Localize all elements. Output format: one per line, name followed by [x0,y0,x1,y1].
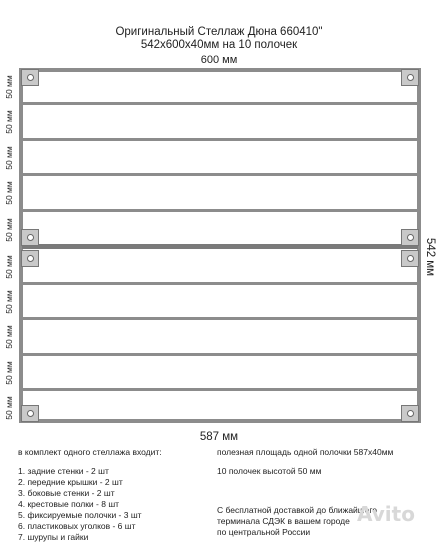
delivery-line: по центральной России [217,527,311,537]
avito-watermark: Avito [357,502,415,526]
corner-bracket [401,229,419,246]
row-height-label: 50 мм [4,110,14,134]
row-height-label: 50 мм [4,361,14,385]
shelf-line [22,353,418,356]
spec-height: 10 полочек высотой 50 мм [217,466,322,476]
corner-bracket [401,69,419,86]
shelf-line [22,282,418,285]
corner-bracket [21,250,39,267]
page-title: Оригинальный Стеллаж Дюна 660410" [115,26,323,38]
depth-dimension: 587 мм [199,431,239,443]
row-height-label: 50 мм [4,255,14,279]
row-height-label: 50 мм [4,218,14,242]
kit-item: 3. боковые стенки - 2 шт [18,488,115,498]
shelf-line [22,173,418,176]
row-height-label: 50 мм [4,325,14,349]
kit-heading: в комплект одного стеллажа входит: [18,447,162,457]
corner-bracket [21,405,39,422]
corner-bracket [401,405,419,422]
shelf-line [22,102,418,105]
delivery-line: С бесплатной доставкой до ближайшего [217,505,377,515]
kit-item: 1. задние стенки - 2 шт [18,466,109,476]
height-dimension: 542 мм [424,237,436,277]
shelf-line [22,317,418,320]
kit-item: 4. крестовые полки - 8 шт [18,499,120,509]
spec-area: полезная площадь одной полочки 587x40мм [217,447,394,457]
kit-item: 6. пластиковых уголков - 6 шт [18,521,136,531]
shelf-divider [22,244,418,249]
shelf-line [22,138,418,141]
kit-item: 7. шурупы и гайки [18,532,89,542]
corner-bracket [21,229,39,246]
kit-item: 2. передние крышки - 2 шт [18,477,123,487]
corner-bracket [401,250,419,267]
shelf-line [22,388,418,391]
kit-item: 5. фиксируемые полочки - 3 шт [18,510,142,520]
row-height-label: 50 мм [4,75,14,99]
row-height-label: 50 мм [4,396,14,420]
delivery-line: терминала СДЭК в вашем городе [217,516,350,526]
page-subtitle: 542x600x40мм на 10 полочек [140,39,298,51]
row-height-label: 50 мм [4,181,14,205]
shelf-line [22,209,418,212]
row-height-label: 50 мм [4,146,14,170]
row-height-label: 50 мм [4,290,14,314]
corner-bracket [21,69,39,86]
width-dimension: 600 мм [200,54,238,66]
